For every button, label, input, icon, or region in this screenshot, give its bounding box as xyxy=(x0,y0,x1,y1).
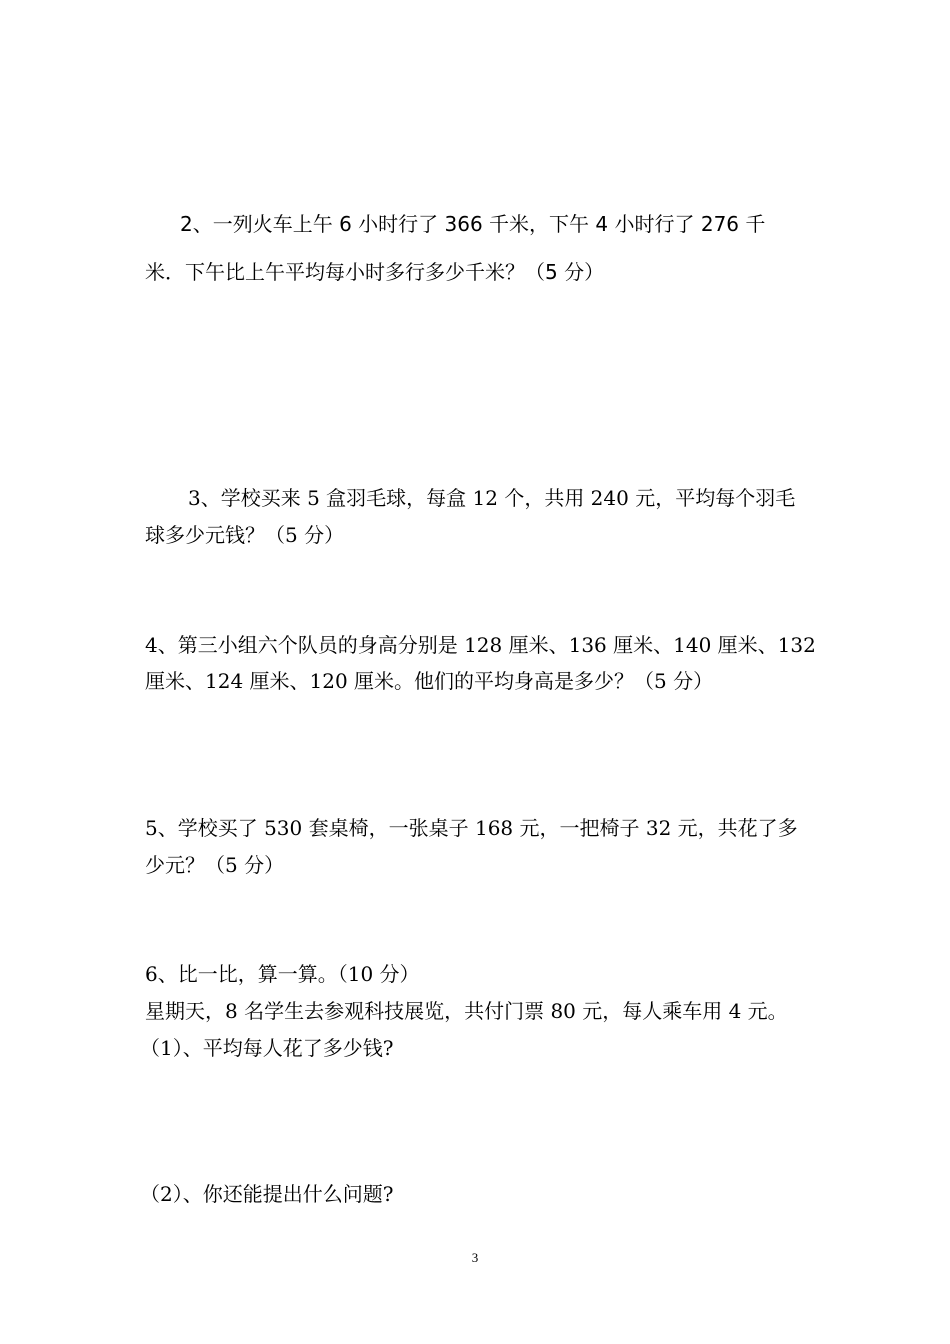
question-4-line-2: 厘米、124 厘米、120 厘米。他们的平均身高是多少？（5 分） xyxy=(145,669,714,693)
question-3-line-2: 球多少元钱？（5 分） xyxy=(145,523,345,547)
question-6-title: 6、比一比，算一算。（10 分） xyxy=(145,962,420,986)
question-3-line-1: 3、学校买来 5 盒羽毛球，每盒 12 个，共用 240 元，平均每个羽毛 xyxy=(188,486,796,510)
question-6-sub-1: （1）、平均每人花了多少钱? xyxy=(140,1036,394,1060)
question-2-line-1: 2、一列火车上午 6 小时行了 366 千米，下午 4 小时行了 276 千 xyxy=(180,212,766,236)
question-4-line-1: 4、第三小组六个队员的身高分别是 128 厘米、136 厘米、140 厘米、132 xyxy=(145,633,816,657)
question-6-sub-2: （2）、你还能提出什么问题? xyxy=(140,1182,394,1206)
question-2-line-2: 米．下午比上午平均每小时多行多少千米？（5 分） xyxy=(145,260,605,284)
page-number: 3 xyxy=(471,1250,479,1265)
question-6-context: 星期天，8 名学生去参观科技展览，共付门票 80 元，每人乘车用 4 元。 xyxy=(145,999,788,1023)
question-5-line-1: 5、学校买了 530 套桌椅，一张桌子 168 元，一把椅子 32 元，共花了多 xyxy=(145,816,798,840)
question-5-line-2: 少元？（5 分） xyxy=(145,853,285,877)
